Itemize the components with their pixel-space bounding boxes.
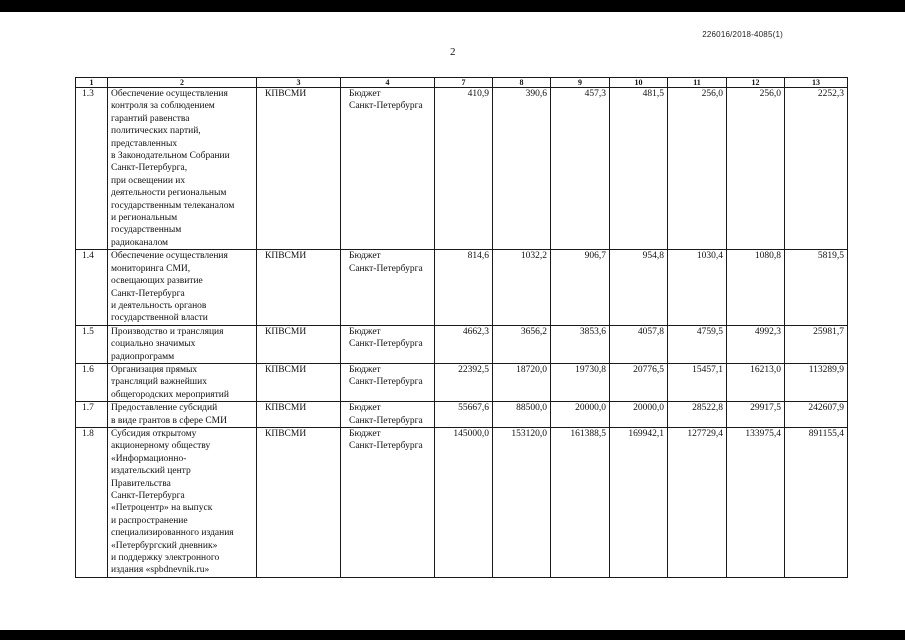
measure-name-line: мониторинга СМИ,: [111, 263, 191, 274]
funding-source-line: Бюджет: [349, 251, 381, 262]
amount-cell: 20776,5: [610, 363, 668, 401]
funding-source: [341, 88, 435, 250]
funding-source: [341, 402, 435, 428]
table-row: [76, 402, 848, 428]
amount-cell: 20000,0: [610, 402, 668, 428]
measure-name-line: акционерному обществу: [111, 441, 211, 452]
row-number: 1.8: [76, 427, 108, 577]
amount-cell: 16213,0: [727, 363, 785, 401]
measure-name-line: государственным телеканалом: [111, 200, 235, 211]
table-row: [76, 325, 848, 363]
measure-name-line: издательский центр: [111, 466, 191, 477]
row-number: 1.7: [76, 402, 108, 428]
amount-cell: 169942,1: [610, 427, 668, 577]
column-header: 1: [76, 78, 108, 88]
measure-name: [108, 402, 257, 428]
budget-table: [75, 77, 848, 578]
amount-cell: 20000,0: [551, 402, 610, 428]
amount-cell: 256,0: [727, 88, 785, 250]
measure-name-line: «Петербургский дневник»: [111, 540, 218, 551]
executor: КПВСМИ: [257, 325, 341, 363]
measure-name-line: «Информационно-: [111, 453, 187, 464]
column-header: 2: [108, 78, 257, 88]
column-header: 11: [668, 78, 727, 88]
amount-cell: 127729,4: [668, 427, 727, 577]
amount-cell: 153120,0: [493, 427, 551, 577]
column-header: 4: [341, 78, 435, 88]
amount-cell: 390,6: [493, 88, 551, 250]
amount-cell: 814,6: [435, 250, 493, 325]
amount-cell: 3656,2: [493, 325, 551, 363]
measure-name-line: радиопрограмм: [111, 351, 175, 362]
measure-name-line: гарантий равенства: [111, 113, 190, 124]
table-row: [76, 250, 848, 325]
measure-name-line: и региональным: [111, 213, 178, 224]
measure-name-line: политических партий,: [111, 126, 201, 137]
measure-name-line: деятельности региональным: [111, 188, 227, 199]
funding-source: [341, 325, 435, 363]
executor: КПВСМИ: [257, 402, 341, 428]
measure-name-line: Санкт-Петербурга: [111, 491, 185, 501]
funding-source-line: Санкт-Петербурга: [349, 339, 423, 350]
funding-source-line: Бюджет: [349, 326, 381, 337]
amount-cell: 954,8: [610, 250, 668, 325]
amount-cell: 161388,5: [551, 427, 610, 577]
amount-cell: 4662,3: [435, 325, 493, 363]
amount-cell: 457,3: [551, 88, 610, 250]
executor: КПВСМИ: [257, 427, 341, 577]
funding-source-line: Санкт-Петербурга: [349, 101, 423, 112]
funding-source-line: Санкт-Петербурга: [349, 441, 423, 452]
table-row: [76, 427, 848, 577]
row-number: 1.5: [76, 325, 108, 363]
amount-cell: 891155,4: [785, 427, 848, 577]
amount-cell: 5819,5: [785, 250, 848, 325]
measure-name-line: издания «spbdnevnik.ru»: [111, 565, 210, 576]
amount-cell: 1080,8: [727, 250, 785, 325]
page-number: 2: [450, 46, 456, 58]
measure-name-line: контроля за соблюдением: [111, 101, 215, 112]
funding-source-line: Санкт-Петербурга: [349, 415, 423, 426]
amount-cell: 113289,9: [785, 363, 848, 401]
measure-name-line: Санкт-Петербурга: [111, 288, 185, 299]
amount-cell: 25981,7: [785, 325, 848, 363]
funding-source: [341, 427, 435, 577]
measure-name-line: Субсидия открытому: [111, 428, 197, 439]
amount-cell: 906,7: [551, 250, 610, 325]
row-number: 1.3: [76, 88, 108, 250]
amount-cell: 133975,4: [727, 427, 785, 577]
column-header: 12: [727, 78, 785, 88]
measure-name-line: и распространение: [111, 515, 188, 526]
amount-cell: 3853,6: [551, 325, 610, 363]
column-header: 8: [493, 78, 551, 88]
column-header: 13: [785, 78, 848, 88]
measure-name-line: специализированного издания: [111, 528, 234, 539]
amount-cell: 410,9: [435, 88, 493, 250]
measure-name: [108, 325, 257, 363]
measure-name-line: в Законодательном Собрании: [111, 151, 230, 162]
amount-cell: 1030,4: [668, 250, 727, 325]
header-row: [76, 78, 848, 88]
funding-source-line: Бюджет: [349, 428, 381, 439]
amount-cell: 2252,3: [785, 88, 848, 250]
measure-name-line: и поддержку электронного: [111, 553, 220, 564]
measure-name: [108, 363, 257, 401]
amount-cell: 88500,0: [493, 402, 551, 428]
amount-cell: 4992,3: [727, 325, 785, 363]
measure-name: [108, 250, 257, 325]
amount-cell: 55667,6: [435, 402, 493, 428]
column-header: 3: [257, 78, 341, 88]
amount-cell: 28522,8: [668, 402, 727, 428]
scan-top-border: [0, 0, 905, 12]
measure-name: [108, 88, 257, 250]
table-row: [76, 363, 848, 401]
amount-cell: 4759,5: [668, 325, 727, 363]
table-row: [76, 88, 848, 250]
funding-source-line: Санкт-Петербурга: [349, 263, 423, 274]
measure-name-line: Санкт-Петербурга,: [111, 163, 188, 174]
amount-cell: 242607,9: [785, 402, 848, 428]
measure-name-line: радиоканалом: [111, 237, 169, 248]
amount-cell: 145000,0: [435, 427, 493, 577]
executor: КПВСМИ: [257, 88, 341, 250]
amount-cell: 22392,5: [435, 363, 493, 401]
funding-source-line: Бюджет: [349, 403, 381, 414]
measure-name-line: освещающих развитие: [111, 276, 203, 287]
measure-name-line: Предоставление субсидий: [111, 403, 218, 414]
document-id: 226016/2018-4085(1): [702, 30, 783, 39]
amount-cell: 4057,8: [610, 325, 668, 363]
measure-name-line: государственным: [111, 225, 182, 236]
measure-name-line: Производство и трансляция: [111, 326, 224, 337]
funding-source-line: Санкт-Петербурга: [349, 377, 423, 388]
scan-bottom-border: [0, 630, 905, 640]
amount-cell: 256,0: [668, 88, 727, 250]
row-number: 1.4: [76, 250, 108, 325]
measure-name: [108, 427, 257, 577]
measure-name-line: в виде грантов в сфере СМИ: [111, 415, 227, 426]
measure-name-line: «Петроцентр» на выпуск: [111, 503, 213, 514]
amount-cell: 29917,5: [727, 402, 785, 428]
column-header: 7: [435, 78, 493, 88]
measure-name-line: трансляций важнейших: [111, 377, 207, 388]
measure-name-line: и деятельность органов: [111, 300, 207, 311]
amount-cell: 19730,8: [551, 363, 610, 401]
executor: КПВСМИ: [257, 363, 341, 401]
measure-name-line: социально значимых: [111, 339, 196, 350]
amount-cell: 481,5: [610, 88, 668, 250]
funding-source: [341, 250, 435, 325]
measure-name-line: представленных: [111, 138, 178, 149]
measure-name-line: государственной власти: [111, 313, 208, 324]
funding-source-line: Бюджет: [349, 364, 381, 375]
measure-name-line: при освещении их: [111, 175, 186, 186]
column-header: 10: [610, 78, 668, 88]
executor: КПВСМИ: [257, 250, 341, 325]
measure-name-line: общегородских мероприятий: [111, 389, 229, 400]
amount-cell: 18720,0: [493, 363, 551, 401]
funding-source: [341, 363, 435, 401]
measure-name-line: Обеспечение осуществления: [111, 89, 228, 99]
amount-cell: 1032,2: [493, 250, 551, 325]
measure-name-line: Организация прямых: [111, 364, 198, 375]
funding-source-line: Бюджет: [349, 89, 381, 99]
measure-name-line: Обеспечение осуществления: [111, 251, 228, 262]
measure-name-line: Правительства: [111, 478, 171, 489]
amount-cell: 15457,1: [668, 363, 727, 401]
column-header: 9: [551, 78, 610, 88]
row-number: 1.6: [76, 363, 108, 401]
